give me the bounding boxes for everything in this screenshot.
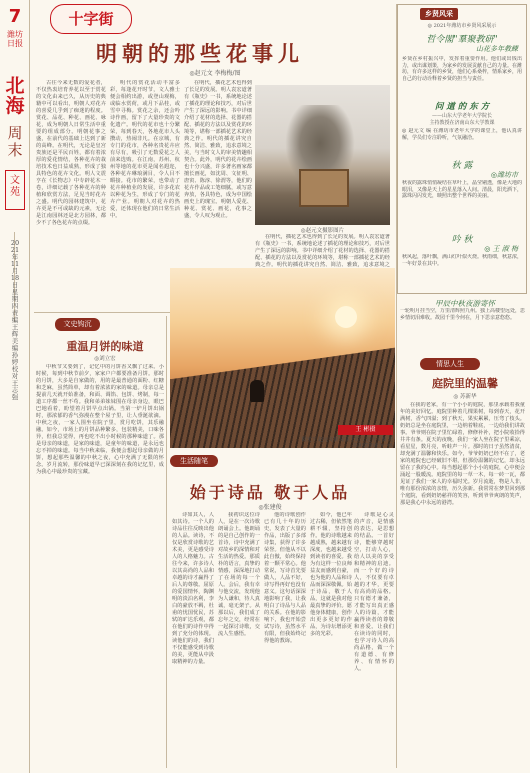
sidebar-text-3: 秋夜的露珠悄悄凝结在草叶上，晶莹剔透，像是大地的眼泪，又像是天上的星星落入人间。清晨，阳光洒下，露珠闪闪发光，映照出整个世界的美丽。 <box>402 180 522 200</box>
sidebar-poem-author: 山花多年教練 <box>476 45 518 53</box>
mid-left-text: 中秋节又要到了，记忆中的月饼香又飘了过来。小时候，每到中秋节前夕，家家户户都要准备月饼。那时的月饼，大多是自家做的，用的是最普通的面粉、红糖和芝麻，虽然简单，却有着浓浓的家的味道。母亲总是提前几天就开始准备，和面、调馅、包饼、烤制，每一道工序都一丝不苟。我和弟弟妹妹围在母亲身边，眼巴巴地看着，盼望着月饼早点出锅。当第一炉月饼出锅时，那浓郁的香气弥漫在整个屋子里，让人垂涎欲滴。中秋之夜，一家人围坐在院子里，赏月吃饼，其乐融融。如今，市场上的月饼品种繁多，包装精美，口味各异，但我总觉得，再也吃不出小时候的那种味道了。那是母亲的味道，是家的味道，是童年的味道，是永远也忘不掉的味道。每当中秋来临，我便会想起母亲做的月饼，想起那些温馨的中秋之夜，心中充满了无限的怀念。岁月流转，那份味道早已深深刻在我的记忆里，成为我心中最珍贵的宝藏。 <box>36 364 164 475</box>
right-lower-headline: 庭院里的温馨 <box>432 377 498 390</box>
person-silhouette <box>250 380 264 402</box>
sidebar-divider <box>396 4 397 768</box>
bottom-col-3: 他的诗歌创作已有几十年的历史，发表了大量的作品，出版了多部诗集，获得了许多荣誉。但他从不以此自傲，始终保持着一颗平常心。他常说，写诗首先要做人，人品不好，诗写得再好也没有意义。这句话深深地影响了我，让我明白了诗品与人品的关系。在他的影响下，我也开始尝试写诗，虽然水平有限，但我始终记得他的教诲。 <box>264 512 306 644</box>
top-headline: 明朝的那些花事儿 <box>96 42 304 66</box>
mid-left-badge: 文史钩沉 <box>55 318 100 331</box>
sidebar-sub: ◎ 2021年潍坊市乡贤风采展示 <box>427 23 497 29</box>
top-article-col-1: 古往今来无数的爱花者，不仅热衷培育养花以至于赏花的文化由来已久，从历史的典籍中可以看出，明朝人对花卉的喜爱几乎到了痴迷的程度。赏花、品花、种花、画花、咏花，成为明朝人日常生活中重要的组成部分。明朝花事之盛，在前代的基础上达到了新的高峰。在明代，无论是皇宫贵族还是平民百姓，都有着浓厚的爱花情结，各种花卉的栽培技术也日益成熟，形成了独具特色的花卉文化。明人文震亨在《长物志》中专辟花木一卷，详细记载了各种花卉的种植和欣赏方法，足见当时花卉之盛。明代的园林建筑中，花卉更是不可或缺的元素，无论是江南园林还是北方园林，都少不了各色花卉的点缀。 <box>36 80 106 226</box>
page-number: 7 <box>8 6 22 27</box>
right-lower-badge: 情思人生 <box>420 358 480 370</box>
sidebar-poem2-author: ◎潍坊市 <box>490 171 518 179</box>
sidebar-sub-2: ——山东大学老年大学院长 <box>431 113 492 119</box>
mid-photo <box>170 268 395 448</box>
bottom-badge: 生活随笔 <box>170 455 218 467</box>
sidebar-poem3-title: 吟 秋 <box>451 235 473 245</box>
sidebar-poem2-title: 秋 露 <box>451 161 473 171</box>
date-info: 2021年11月18日 星期四 责编 王 辉 美编 孙 婷 校对 王志强 <box>10 239 20 401</box>
right-lower-text: 在我的老家，有一个小小的庭院，那里承载着我童年的美好回忆。庭院里种着几棵果树，每到春天，花开满树，香气四溢；到了秋天，果实累累，压弯了枝头。奶奶总是坐在庭院里，一边纳着鞋底，一边给我们讲故事。爷爷则在院子里忙碌着，修修补补，把小院收拾得井井有条。夏天的夜晚，我们一家人坐在院子里乘凉，看星星，数月亮，听蛙声一片。那时的日子虽然清贫，却充满了温馨和快乐。如今，爷爷奶奶已经不在了，老家的庭院也已经破旧不堪，但那份温馨的记忆，却永远留在了我的心中。每当想起那个小小的庭院，心中便会涌起一股暖流。庭院里的每一草一木，每一砖一瓦，都见证了我们一家人的幸福时光。岁月流逝，物是人非，唯有那份浓浓的亲情，历久弥新。我常常在梦里回到那个庭院，看到奶奶慈祥的笑容，听到爷爷爽朗的笑声，那是我心中永远的港湾。 <box>400 402 525 506</box>
top-photo <box>255 85 390 225</box>
sidebar-poem-title: 哲令閣"羣聚教研" <box>426 35 498 45</box>
bottom-headline: 始于诗品 敬于人品 <box>189 483 351 502</box>
brand-logo: 北海 <box>5 75 25 117</box>
mid-photo-caption: 阳光下 赵元文摄 屋顶上的人 赵元文摄 光影和建筑融为一体 <box>301 437 393 449</box>
top-article-col-2: 明代的赏花活动丰富多彩，每逢花开时节，文人雅士便会相约出游，或登山观梅，或临水赏荷，或月下品桂，或雪中寻梅。赏花之余，还会吟诗作画，留下了大量珍贵的文化遗产。明代的花市也十分繁荣，每到春天，各地花市人头攒动，热闹非凡。在京城，有专门的花市，各种名贵花卉应有尽有，吸引了无数爱花之人前来选购。在江南，苏州、杭州等地的花市更是闻名遐迩，各种花卉琳琅满目，令人目不暇接。花市的繁荣，也带动了花卉种植业的发展，许多花农以种花为生，形成了专门的花卉产业。明朝人对花卉的热爱，还体现在他们的日常生活中。 <box>110 80 180 219</box>
sidebar2-text: 一轮明月挂当空，万里清辉照九州。独上高楼望远处，思乡情切泪难收。故园千里今何在，月下思亲意悠悠。 <box>400 308 525 321</box>
sign-shape <box>299 169 349 207</box>
paper-name: 潍坊日报 <box>7 30 23 48</box>
bottom-col-4: 如今，他已年过古稀，但依然笔耕不辍，坚持创作。他的诗歌越来越成熟，越来越有深度，也越来越受到读者的喜爱。我为有这样一位良师益友而感到自豪，也为他的人品和诗品而深深敬佩。始于诗品，敬于人品，这就是我对他最真挚的评价。愿他身体健康，创作出更多更好的作品，为诗坛增添更多的光彩。 <box>310 512 352 637</box>
mid-divider <box>166 316 167 768</box>
top-article-col-4: 在明代，插花艺术也得到了长足的发展。明人袁宏道著有《瓶史》一书，系统地论述了插花的理论和技巧，对后世产生了深远的影响。书中详细介绍了花材的选择、花器的搭配、插花的方法以及赏花的环境等，堪称一部插花艺术的经典之作。明代的插花讲究自然、简洁、雅致，追求意境之 <box>255 234 390 268</box>
top-photo-caption: ◎赵元文摄影图片 <box>300 228 345 234</box>
bottom-col-5: 诗歌是心灵的声音，是情感的表达，是思想的结晶。一首好诗，能够穿越时空，打动人心，给人以美的享受和精神的启迪。而一个好的诗人，不仅要有卓越的才华，更要有高尚的品格。只有德才兼备，才能写出真正感人的诗篇，才能赢得读者的尊敬和喜爱。让我们在读诗的同时，也学习诗人的高尚品格，做一个有道德、有修养、有情怀的人。 <box>354 512 394 672</box>
sun-shape <box>335 306 357 328</box>
bottom-col-2: 我初识这位诗人，是在一次诗歌朗诵会上。他朗诵的是自己创作的一首诗，诗中充满了对故乡的深情和对生活的热爱。那质朴的语言，真挚的情感，深深地打动了在场的每一个人。会后，我有幸与他交流，发现他为人谦和，待人真诚，毫无架子。从那以后，我们成了忘年之交，经常在一起探讨诗歌，交流人生感悟。 <box>218 512 260 637</box>
sidebar-label: 乡贤风采 <box>420 8 458 20</box>
photo-credit-badge: 王 彬摄 <box>338 425 393 435</box>
sidebar-poem3-author: ◎ 王 淑 梅 <box>484 245 518 253</box>
sidebar-text-1: 乡贤在乡村振兴中，发挥着重要作用。他们或出钱出力，或出谋划策，为家乡的发展贡献自己的力量。在潍坊，有许多这样的乡贤，他们心系桑梓，情系家乡，用自己的行动诠释着乡贤的担当与责任。 <box>402 56 522 82</box>
bottom-byline: ◎张建俊 <box>258 504 282 511</box>
masthead <box>0 0 30 773</box>
sidebar2-title: 甲辰中秋夜游寄怀 <box>435 299 495 308</box>
sidebar-text-2: ◎ 赵元文 编 在潍坊市老年大学的课堂上，他认真讲解，学员们专注聆听，气氛融洽。 <box>402 128 522 141</box>
right-lower-byline: ◎ 苏新华 <box>453 394 477 400</box>
section-tag: 文苑 <box>5 170 25 210</box>
sidebar-text-4: 秋风起，落叶飘，满山红叶似火烧。秋雨细，秋意浓，一年好景在其中。 <box>402 254 522 267</box>
sidebar-sub-3: 主持教授在济南山东大学教课 <box>429 120 495 126</box>
sidebar-title-2: 问 道 的 东 方 <box>434 102 490 112</box>
bottom-col-1: 诗如其人，人如其诗。一个人的诗品往往反映出他的人品。读诗，不仅是欣赏诗歌的艺术美，更是感受诗人的人格魅力。古往今来，许多诗人以其高尚的人品和卓越的诗才赢得了后人的尊敬。屈原的爱国情怀，陶渊明的淡泊名利，李白的豪放不羁，杜甫的忧国忧民，苏轼的旷达乐观，都在他们的诗作中得到了充分的体现。读他们的诗，我们不仅能感受到诗歌的美，更能从中汲取精神的力量。 <box>172 512 214 665</box>
top-article-col-3: 在明代，插花艺术也得到了长足的发展。明人袁宏道著有《瓶史》一书，系统地论述了插花的理论和技巧，对后世产生了深远的影响。书中详细介绍了花材的选择、花器的搭配、插花的方法以及赏花的环境等，堪称一部插花艺术的经典之作。明代的插花讲究自然、简洁、雅致，追求意境之美，与当时文人的审美情趣相契合。此外，明代的花卉绘画也十分兴盛，许多著名画家都擅长画花，如沈周、文征明、唐寅、陈淳、徐渭等，他们的花卉作品或工笔细腻，或写意奔放，各具特色，成为中国绘画史上的瑰宝。明朝人爱花、种花、赏花、画花，花事之盛，令人叹为观止。 <box>184 80 252 219</box>
mid-left-headline: 重温月饼的味道 <box>66 340 144 353</box>
column-banner: 十字街 <box>50 4 132 34</box>
section-name: 周末 <box>7 124 23 159</box>
mid-left-byline: ◎刘立宏 <box>94 356 116 362</box>
top-byline: ◎赵元文 李梅梅/图 <box>189 70 241 77</box>
